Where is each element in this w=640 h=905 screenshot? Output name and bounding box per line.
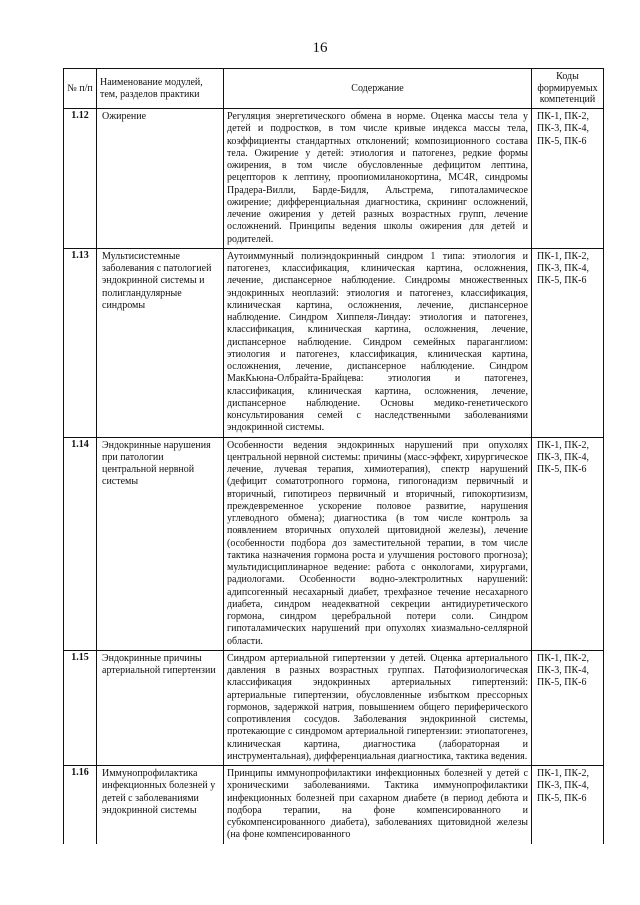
code-line: ПК-3, ПК-4, [537,451,589,463]
table-header-row [64,69,604,109]
row-name: Ожирение [97,109,224,249]
row-name: Эндокринные нарушения при патологии центральной нервной системы [97,437,224,650]
code-line: ПК-1, ПК-2, [537,768,589,779]
code-line: ПК-1, ПК-2, [537,250,589,262]
row-codes [532,650,604,765]
header-codes: Коды формируемых компетенций [532,69,604,109]
row-num: 1.16 [64,766,97,844]
row-content: Регуляция энергетического обмена в норме. Оценка массы тела у детей и подростков, в том числе кривые индекса массы тела, коэффициенты стандартных отклонений; композиционного состава тела. Ожирение у детей: этиология и патогенез, редкие формы ожирения, в том числе обусловленные дефицитом лептина, рецепторов к лептину, проопиомиланокортина, MC4R, синдромы Прадера-Вилли, Барде-Бидля, Альстрема, гипоталамическое ожирение; дифференциальная диагностика, скрининг осложнений, лечение ожирения у детей разных возрастных групп, лечение осложнений. Принципы ведения школы ожирения для детей и родителей. [224,109,532,249]
code-line: ПК-5, ПК-6 [537,792,587,804]
row-codes [532,437,604,650]
table-row [64,650,604,765]
code-line: ПК-3, ПК-4, [537,263,589,274]
row-name: Эндокринные причины артериальной гипертензии [97,650,224,765]
code-line: ПК-3, ПК-4, [537,123,589,135]
code-line: ПК-1, ПК-2, [537,652,589,664]
code-line: ПК-1, ПК-2, [537,111,589,122]
row-num: 1.12 [64,109,97,249]
code-line: ПК-5, ПК-6 [537,275,587,287]
curriculum-table [63,68,604,844]
row-num: 1.14 [64,437,97,650]
code-line: ПК-5, ПК-6 [537,464,587,475]
row-content: Особенности ведения эндокринных нарушений при опухолях центральной нервной системы: причины (масс-эффект, хирургическое лечение, лучевая терапия, химиотерапия), спектр нарушений (дефицит соматотропного гормона, гипогонадизм первичный и вторичный, гипотиреоз первичный и вторичный, гипокортизизм, преждевременное ускорение половое развитие, нарушения углеводного обмена); диагностика (в том числе контроль за появлением вторичных опухолей щитовидной железы), лечение (особенности подбора доз заместительной терапии, в том числе тактика назначения гормона роста и улучшения ростового прогноза); мультидисциплинарное ведение: работа с онкологами, хирургами, радиологами. Особенности водно-электролитных нарушений: адипсогенный несахарный диабет, трехфазное течение несахарного диабета, синдром неадекватной секреции антидиуретического гормона, синдром церебральной потери соли. Синдром гипоталамических нарушений при опухолях хиазмально-селлярной области. [224,437,532,650]
row-codes [532,766,604,844]
code-line: ПК-1, ПК-2, [537,439,589,451]
table-row [64,109,604,249]
row-content: Синдром артериальной гипертензии у детей. Оценка артериального давления в разных возрастных группах. Патофизиологическая классификация эндокринных артериальных гипертензий: артериальные гипертензии, обусловленные избытком прессорных гормонов, задержкой натрия, повышением общего периферического сопротивления сосудов. Заболевания эндокринной системы, протекающие с синдромом артериальной гипертензии: этиопатогенез, клиническая картина, диагностика (лабораторная и инструментальная), дифференциальная диагностика, тактика ведения. [224,650,532,765]
page-number: 16 [312,40,328,56]
row-num: 1.15 [64,650,97,765]
row-name: Иммунопрофилактика инфекционных болезней у детей с заболеваниями эндокринной системы [97,766,224,844]
row-codes [532,109,604,249]
header-name: Наименование модулей, тем, разделов практики [97,69,224,109]
code-line: ПК-5, ПК-6 [537,677,587,689]
code-line: ПК-3, ПК-4, [537,780,589,792]
row-name: Мультисистемные заболевания с патологией эндокринной системы и полигландулярные синдромы [97,248,224,437]
code-line: ПК-5, ПК-6 [537,135,587,147]
header-content: Содержание [224,69,532,109]
row-num: 1.13 [64,248,97,437]
table-row [64,248,604,437]
row-content: Аутоиммунный полиэндокринный синдром 1 типа: этиология и патогенез, классификация, клиническая картина, осложнения, лечение, диспансерное наблюдение. Синдромы множественных эндокринных неоплазий: этиология и патогенез, классификация, клиническая картина, осложнения, лечение, диспансерное наблюдение. Синдром Хиппеля-Линдау: этиология и патогенез, классификация, клиническая картина, осложнения, лечение, диспансерное наблюдение. Синдром семейных параганглиом: этиология и патогенез, классификация, клиническая картина, осложнения, лечение, диспансерное наблюдение. Синдром МакКьюна-Олбрайта-Брайцева: этиология и патогенез, классификация, клиническая картина, осложнения, лечение, диспансерное наблюдение. Основы медико-генетического консультирования семей с наследственными заболеваниями эндокринной системы. [224,248,532,437]
header-num: № п/п [64,69,97,109]
code-line: ПК-3, ПК-4, [537,665,589,676]
row-content: Принципы иммунопрофилактики инфекционных болезней у детей с хроническими заболеваниями. Тактика иммунопрофилактики инфекционных болезней при сахарном диабете (в период дебюта и подбора терапии, на фоне компенсированного и субкомпенсированного диабета), заболеваниях щитовидной железы (на фоне компенсированного [224,766,532,844]
table-row [64,766,604,844]
row-codes [532,248,604,437]
table-row [64,437,604,650]
